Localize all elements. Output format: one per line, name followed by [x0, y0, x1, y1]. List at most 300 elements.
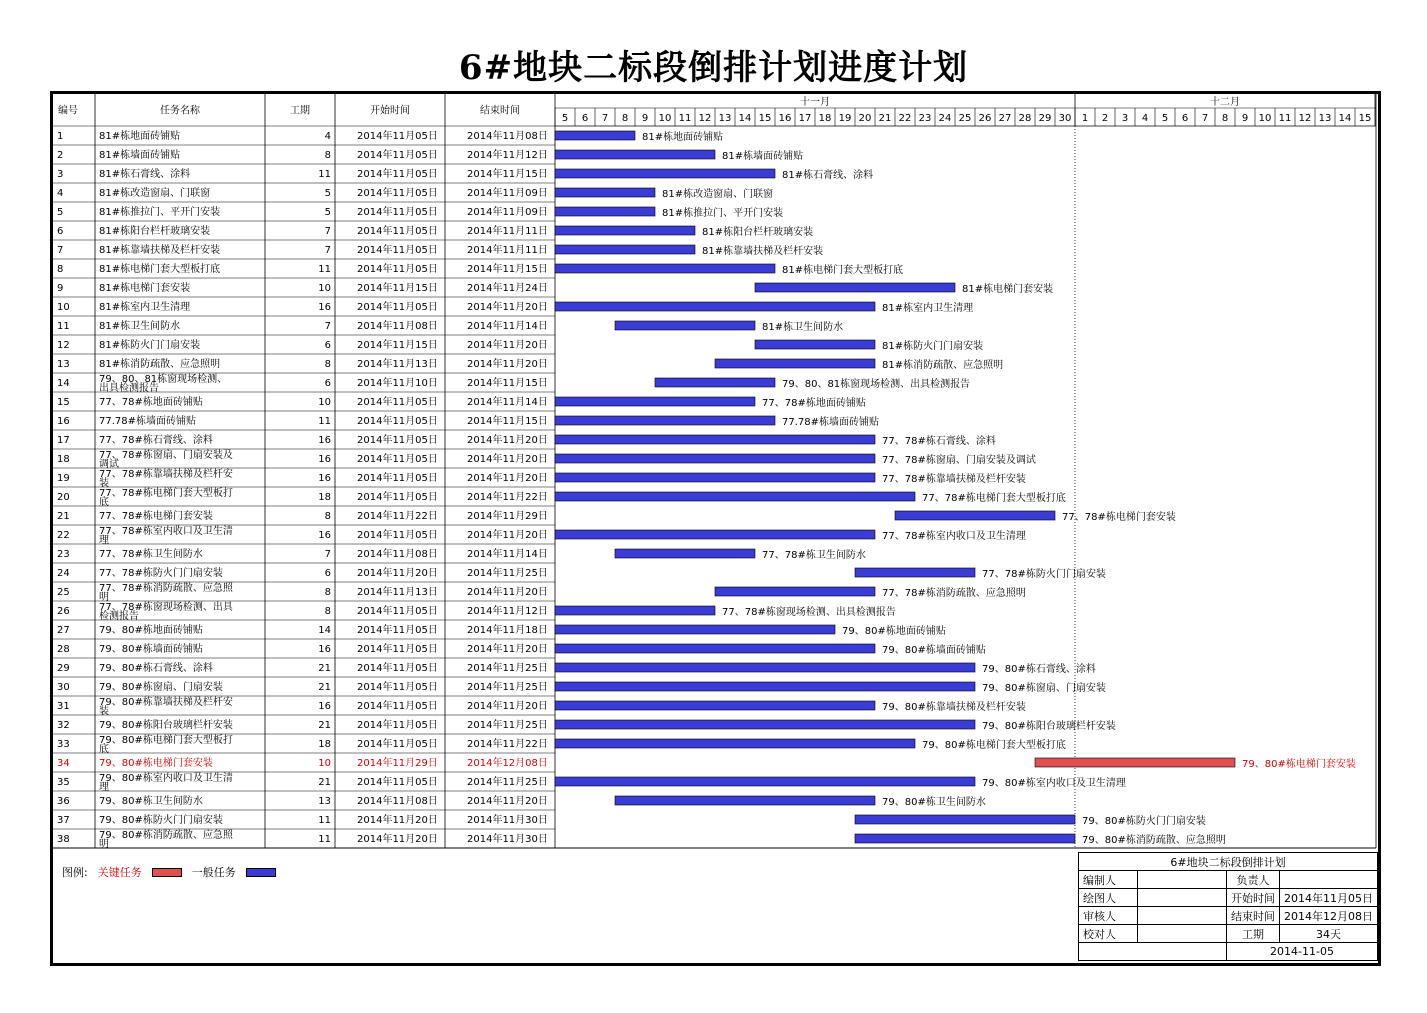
day-label: 1 — [1081, 113, 1089, 124]
day-label: 30 — [1058, 113, 1072, 124]
task-name: 81#栋墙面砖铺贴 — [99, 150, 181, 161]
page-title: 6#地块二标段倒排计划进度计划 — [458, 48, 969, 88]
header-name: 任务名称 — [160, 105, 200, 117]
task-duration: 18 — [318, 739, 331, 750]
day-label: 4 — [1141, 113, 1149, 124]
task-end: 2014年11月20日 — [467, 701, 548, 712]
task-end: 2014年11月12日 — [467, 150, 548, 161]
day-label: 20 — [858, 113, 872, 124]
task-name-cont: 明 — [99, 592, 109, 603]
task-end: 2014年11月20日 — [467, 644, 548, 655]
task-bar-label: 79、80#栋石膏线、涂料 — [982, 664, 1096, 675]
task-start: 2014年11月05日 — [357, 720, 438, 731]
task-duration: 8 — [324, 606, 331, 617]
task-duration: 8 — [324, 150, 331, 161]
task-id: 19 — [57, 473, 70, 484]
task-name-cont: 明 — [99, 839, 109, 850]
day-label: 13 — [1318, 113, 1332, 124]
task-bar — [555, 226, 695, 235]
duration-label: 工期 — [1226, 925, 1279, 943]
task-id: 30 — [57, 682, 70, 693]
task-bar — [1035, 758, 1235, 767]
day-label: 24 — [938, 113, 952, 124]
task-end: 2014年11月11日 — [467, 245, 548, 256]
task-start: 2014年11月13日 — [357, 359, 438, 370]
day-label: 26 — [978, 113, 992, 124]
task-duration: 6 — [324, 378, 331, 389]
task-name-cont: 理 — [99, 782, 109, 793]
legend-general-label: 一般任务 — [191, 866, 236, 879]
end-value: 2014年12月08日 — [1280, 907, 1378, 925]
task-bar — [855, 568, 975, 577]
task-end: 2014年11月22日 — [467, 492, 548, 503]
task-end: 2014年11月08日 — [467, 131, 548, 142]
task-start: 2014年11月08日 — [357, 549, 438, 560]
task-bar-label: 79、80#栋防火门门扇安装 — [1082, 816, 1206, 827]
task-bar-label: 77、78#栋室内收口及卫生清理 — [882, 531, 1026, 542]
task-bar — [555, 663, 975, 672]
task-id: 32 — [57, 720, 70, 731]
task-duration: 11 — [318, 815, 331, 826]
task-bar-label: 81#栋推拉门、平开门安装 — [662, 208, 784, 219]
task-id: 23 — [57, 549, 70, 560]
task-start: 2014年11月05日 — [357, 226, 438, 237]
task-start: 2014年11月05日 — [357, 606, 438, 617]
task-bar — [715, 359, 875, 368]
task-name: 79、80#栋阳台玻璃栏杆安装 — [99, 720, 233, 731]
task-name: 81#栋防火门门扇安装 — [99, 340, 201, 351]
task-bar-label: 79、80#栋室内收口及卫生清理 — [982, 778, 1126, 789]
task-bar — [555, 302, 875, 311]
task-id: 2 — [57, 150, 64, 161]
task-id: 35 — [57, 777, 70, 788]
task-id: 21 — [57, 511, 70, 522]
task-bar — [555, 416, 775, 425]
task-start: 2014年11月05日 — [357, 150, 438, 161]
task-id: 28 — [57, 644, 70, 655]
day-label: 5 — [561, 113, 569, 124]
task-duration: 21 — [318, 682, 331, 693]
task-bar-label: 79、80#栋墙面砖铺贴 — [882, 645, 986, 656]
day-label: 10 — [1258, 113, 1272, 124]
header-end: 结束时间 — [480, 105, 520, 117]
task-bar — [555, 435, 875, 444]
task-start: 2014年11月05日 — [357, 207, 438, 218]
task-name: 79、80#栋墙面砖铺贴 — [99, 644, 203, 655]
task-bar — [655, 378, 775, 387]
task-id: 14 — [57, 378, 70, 389]
header-duration: 工期 — [290, 105, 310, 117]
task-duration: 16 — [318, 701, 331, 712]
task-bar-label: 79、80#栋地面砖铺贴 — [842, 626, 946, 637]
task-duration: 8 — [324, 587, 331, 598]
task-id: 38 — [57, 834, 70, 845]
task-name: 79、80#栋消防疏散、应急照 — [99, 830, 233, 841]
task-bar — [555, 207, 655, 216]
task-id: 25 — [57, 587, 70, 598]
task-name-cont: 出具检测报告 — [99, 383, 159, 394]
task-bar — [615, 321, 755, 330]
day-label: 14 — [738, 113, 752, 124]
task-start: 2014年11月08日 — [357, 321, 438, 332]
task-duration: 11 — [318, 169, 331, 180]
task-end: 2014年11月20日 — [467, 435, 548, 446]
task-start: 2014年11月08日 — [357, 796, 438, 807]
start-value: 2014年11月05日 — [1280, 889, 1378, 907]
task-duration: 16 — [318, 473, 331, 484]
start-label: 开始时间 — [1226, 889, 1279, 907]
task-id: 31 — [57, 701, 70, 712]
task-bar-label: 79、80#栋窗扇、门扇安装 — [982, 683, 1106, 694]
task-end: 2014年11月30日 — [467, 815, 548, 826]
legend-general-swatch — [246, 868, 276, 877]
task-name: 77、78#栋窗现场检测、出具 — [99, 602, 233, 613]
task-id: 37 — [57, 815, 70, 826]
day-label: 10 — [658, 113, 672, 124]
task-bar — [555, 701, 875, 710]
task-duration: 16 — [318, 435, 331, 446]
task-name: 79、80#栋卫生间防水 — [99, 796, 203, 807]
task-id: 1 — [57, 131, 64, 142]
task-duration: 7 — [324, 226, 331, 237]
task-duration: 10 — [318, 283, 331, 294]
day-label: 11 — [1278, 113, 1292, 124]
task-name: 79、80#栋电梯门套大型板打 — [99, 735, 233, 746]
task-bar-label: 79、80#栋消防疏散、应急照明 — [1082, 835, 1226, 846]
day-label: 16 — [778, 113, 792, 124]
task-name: 81#栋改造窗扇、门联窗 — [99, 188, 211, 199]
task-bar-label: 77、78#栋地面砖铺贴 — [762, 398, 866, 409]
day-label: 25 — [958, 113, 972, 124]
task-start: 2014年11月13日 — [357, 587, 438, 598]
task-start: 2014年11月22日 — [357, 511, 438, 522]
day-label: 15 — [758, 113, 772, 124]
task-name: 79、80#栋电梯门套安装 — [99, 758, 213, 769]
task-end: 2014年11月15日 — [467, 264, 548, 275]
task-bar — [555, 625, 835, 634]
task-bar-label: 77、78#栋卫生间防水 — [762, 550, 866, 561]
day-label: 8 — [621, 113, 629, 124]
task-start: 2014年11月05日 — [357, 416, 438, 427]
task-bar-label: 81#栋石膏线、涂料 — [782, 170, 874, 181]
task-id: 24 — [57, 568, 70, 579]
day-label: 13 — [718, 113, 732, 124]
task-bar — [555, 644, 875, 653]
day-label: 15 — [1358, 113, 1372, 124]
task-name-cont: 装 — [99, 478, 109, 489]
task-start: 2014年11月05日 — [357, 302, 438, 313]
task-end: 2014年11月20日 — [467, 302, 548, 313]
task-bar-label: 79、80、81栋窗现场检测、出具检测报告 — [782, 379, 971, 390]
task-id: 9 — [57, 283, 64, 294]
task-bar-label: 79、80#栋靠墙扶梯及栏杆安装 — [882, 702, 1026, 713]
task-bar — [615, 549, 755, 558]
task-bar — [555, 131, 635, 140]
checker-label: 校对人 — [1079, 925, 1138, 943]
task-bar — [755, 283, 955, 292]
task-bar-label: 81#栋地面砖铺贴 — [642, 132, 724, 143]
task-name: 77、78#栋电梯门套大型板打 — [99, 488, 233, 499]
task-id: 11 — [57, 321, 70, 332]
task-name: 81#栋室内卫生清理 — [99, 302, 191, 313]
task-name: 81#栋靠墙扶梯及栏杆安装 — [99, 245, 221, 256]
task-start: 2014年11月05日 — [357, 777, 438, 788]
task-bar-label: 77、78#栋窗扇、门扇安装及调试 — [882, 455, 1036, 466]
task-bar-label: 81#栋改造窗扇、门联窗 — [662, 189, 774, 200]
task-end: 2014年11月09日 — [467, 188, 548, 199]
task-duration: 11 — [318, 416, 331, 427]
task-name: 81#栋阳台栏杆玻璃安装 — [99, 226, 211, 237]
task-id: 33 — [57, 739, 70, 750]
day-label: 27 — [998, 113, 1012, 124]
task-bar-label: 81#栋消防疏散、应急照明 — [882, 360, 1004, 371]
editor-value — [1138, 871, 1227, 889]
day-label: 9 — [1241, 113, 1249, 124]
task-end: 2014年11月25日 — [467, 777, 548, 788]
legend-critical-swatch — [152, 868, 182, 877]
task-bar — [555, 682, 975, 691]
day-label: 19 — [838, 113, 852, 124]
task-name: 77、78#栋防火门门扇安装 — [99, 568, 223, 579]
task-bar-label: 77、78#栋电梯门套大型板打底 — [922, 493, 1066, 504]
task-bar — [615, 796, 875, 805]
end-label: 结束时间 — [1226, 907, 1279, 925]
task-start: 2014年11月05日 — [357, 245, 438, 256]
task-id: 20 — [57, 492, 70, 503]
task-duration: 10 — [318, 758, 331, 769]
task-name: 77.78#栋墙面砖铺贴 — [99, 416, 197, 427]
task-name: 77、78#栋消防疏散、应急照 — [99, 583, 233, 594]
task-duration: 16 — [318, 530, 331, 541]
day-label: 6 — [1181, 113, 1189, 124]
drawer-value — [1138, 889, 1227, 907]
task-start: 2014年11月05日 — [357, 644, 438, 655]
task-end: 2014年11月25日 — [467, 720, 548, 731]
task-end: 2014年11月14日 — [467, 549, 548, 560]
legend-critical-label: 关键任务 — [97, 866, 142, 879]
task-end: 2014年11月20日 — [467, 530, 548, 541]
task-start: 2014年11月05日 — [357, 169, 438, 180]
task-bar — [555, 606, 715, 615]
task-name-cont: 底 — [99, 744, 109, 755]
task-bar — [555, 397, 755, 406]
task-end: 2014年11月20日 — [467, 340, 548, 351]
task-duration: 21 — [318, 720, 331, 731]
task-start: 2014年11月05日 — [357, 663, 438, 674]
duration-value: 34天 — [1280, 925, 1378, 943]
task-id: 4 — [57, 188, 64, 199]
task-name: 81#栋推拉门、平开门安装 — [99, 207, 221, 218]
task-id: 10 — [57, 302, 70, 313]
task-id: 15 — [57, 397, 70, 408]
day-label: 18 — [818, 113, 832, 124]
task-start: 2014年11月05日 — [357, 435, 438, 446]
task-name: 79、80、81栋窗现场检测、 — [99, 374, 228, 385]
task-bar — [895, 511, 1055, 520]
task-duration: 16 — [318, 454, 331, 465]
task-bar — [855, 815, 1075, 824]
task-bar-label: 79、80#栋电梯门套大型板打底 — [922, 740, 1066, 751]
header-start: 开始时间 — [370, 105, 410, 117]
task-start: 2014年11月20日 — [357, 568, 438, 579]
task-id: 6 — [57, 226, 64, 237]
task-bar — [555, 530, 875, 539]
task-duration: 6 — [324, 568, 331, 579]
task-end: 2014年11月14日 — [467, 321, 548, 332]
day-label: 8 — [1221, 113, 1229, 124]
header-id: 编号 — [58, 105, 78, 117]
task-end: 2014年11月20日 — [467, 796, 548, 807]
task-end: 2014年11月20日 — [467, 359, 548, 370]
task-end: 2014年11月20日 — [467, 473, 548, 484]
plan-date: 2014-11-05 — [1226, 943, 1377, 961]
task-id: 27 — [57, 625, 70, 636]
task-name: 77、78#栋石膏线、涂料 — [99, 435, 213, 446]
task-bar — [555, 720, 975, 729]
task-name: 77、78#栋电梯门套安装 — [99, 511, 213, 522]
blank-cell — [1079, 943, 1227, 961]
task-duration: 13 — [318, 796, 331, 807]
task-end: 2014年12月08日 — [467, 758, 548, 769]
task-end: 2014年11月15日 — [467, 378, 548, 389]
task-bar-label: 81#栋电梯门套安装 — [962, 284, 1054, 295]
task-start: 2014年11月05日 — [357, 625, 438, 636]
day-label: 9 — [641, 113, 649, 124]
task-bar-label: 81#栋室内卫生清理 — [882, 303, 974, 314]
task-end: 2014年11月15日 — [467, 416, 548, 427]
task-name: 77、78#栋地面砖铺贴 — [99, 397, 203, 408]
task-id: 12 — [57, 340, 70, 351]
task-name: 79、80#栋地面砖铺贴 — [99, 625, 203, 636]
task-id: 34 — [57, 758, 70, 769]
reviewer-label: 审核人 — [1079, 907, 1138, 925]
day-label: 3 — [1121, 113, 1129, 124]
task-id: 5 — [57, 207, 64, 218]
day-label: 12 — [698, 113, 712, 124]
task-duration: 10 — [318, 397, 331, 408]
task-end: 2014年11月29日 — [467, 511, 548, 522]
task-start: 2014年11月05日 — [357, 188, 438, 199]
task-name: 81#栋地面砖铺贴 — [99, 131, 181, 142]
title-block — [1078, 852, 1378, 961]
task-start: 2014年11月05日 — [357, 264, 438, 275]
task-bar — [555, 245, 695, 254]
task-start: 2014年11月05日 — [357, 492, 438, 503]
task-start: 2014年11月05日 — [357, 701, 438, 712]
task-end: 2014年11月25日 — [467, 663, 548, 674]
task-bar-label: 81#栋墙面砖铺贴 — [722, 151, 804, 162]
task-duration: 8 — [324, 511, 331, 522]
task-start: 2014年11月15日 — [357, 283, 438, 294]
task-duration: 6 — [324, 340, 331, 351]
task-id: 22 — [57, 530, 70, 541]
task-name: 81#栋消防疏散、应急照明 — [99, 359, 221, 370]
task-end: 2014年11月25日 — [467, 682, 548, 693]
day-label: 11 — [678, 113, 692, 124]
task-end: 2014年11月22日 — [467, 739, 548, 750]
task-bar-label: 81#栋靠墙扶梯及栏杆安装 — [702, 246, 824, 257]
day-label: 6 — [581, 113, 589, 124]
task-bar-label: 77、78#栋石膏线、涂料 — [882, 436, 996, 447]
day-label: 23 — [918, 113, 932, 124]
task-start: 2014年11月20日 — [357, 834, 438, 845]
task-name-cont: 检测报告 — [99, 611, 139, 622]
task-bar — [555, 264, 775, 273]
task-duration: 7 — [324, 549, 331, 560]
task-name-cont: 理 — [99, 535, 109, 546]
task-start: 2014年11月29日 — [357, 758, 438, 769]
day-label: 7 — [1201, 113, 1209, 124]
day-label: 7 — [601, 113, 609, 124]
task-end: 2014年11月24日 — [467, 283, 548, 294]
task-name: 79、80#栋窗扇、门扇安装 — [99, 682, 223, 693]
task-end: 2014年11月11日 — [467, 226, 548, 237]
task-bar-label: 79、80#栋卫生间防水 — [882, 797, 986, 808]
task-bar-label: 81#栋卫生间防水 — [762, 322, 844, 333]
task-name-cont: 装 — [99, 706, 109, 717]
task-start: 2014年11月05日 — [357, 454, 438, 465]
task-id: 16 — [57, 416, 70, 427]
task-end: 2014年11月25日 — [467, 568, 548, 579]
task-duration: 11 — [318, 264, 331, 275]
task-name: 81#栋电梯门套安装 — [99, 283, 191, 294]
drawer-label: 绘图人 — [1079, 889, 1138, 907]
task-duration: 11 — [318, 834, 331, 845]
task-bar-label: 81#栋防火门门扇安装 — [882, 341, 984, 352]
task-duration: 14 — [318, 625, 331, 636]
task-start: 2014年11月05日 — [357, 530, 438, 541]
task-bar — [715, 587, 875, 596]
task-id: 17 — [57, 435, 70, 446]
task-bar — [555, 473, 875, 482]
task-end: 2014年11月18日 — [467, 625, 548, 636]
task-duration: 21 — [318, 663, 331, 674]
task-duration: 5 — [324, 207, 331, 218]
owner-value — [1280, 871, 1378, 889]
task-start: 2014年11月15日 — [357, 340, 438, 351]
task-bar — [555, 492, 915, 501]
task-start: 2014年11月20日 — [357, 815, 438, 826]
task-bar — [555, 454, 875, 463]
task-bar — [555, 739, 915, 748]
task-duration: 16 — [318, 302, 331, 313]
task-name: 81#栋石膏线、涂料 — [99, 169, 191, 180]
checker-value — [1138, 925, 1227, 943]
title-block-heading: 6#地块二标段倒排计划 — [1079, 853, 1378, 871]
day-label: 12 — [1298, 113, 1312, 124]
task-end: 2014年11月30日 — [467, 834, 548, 845]
task-bar — [555, 777, 975, 786]
task-duration: 7 — [324, 321, 331, 332]
task-bar-label: 77、78#栋防火门门扇安装 — [982, 569, 1106, 580]
task-name: 79、80#栋靠墙扶梯及栏杆安 — [99, 697, 233, 708]
task-bar — [555, 188, 655, 197]
task-id: 36 — [57, 796, 70, 807]
task-duration: 16 — [318, 644, 331, 655]
task-name: 79、80#栋室内收口及卫生清 — [99, 773, 233, 784]
day-label: 28 — [1018, 113, 1032, 124]
task-end: 2014年11月09日 — [467, 207, 548, 218]
task-bar — [555, 169, 775, 178]
day-label: 2 — [1101, 113, 1109, 124]
task-name: 77、78#栋窗扇、门扇安装及 — [99, 450, 233, 461]
task-bar — [855, 834, 1075, 843]
task-bar-label: 81#栋阳台栏杆玻璃安装 — [702, 227, 814, 238]
legend-label: 图例: — [62, 866, 88, 879]
task-end: 2014年11月12日 — [467, 606, 548, 617]
task-name-cont: 调试 — [99, 459, 119, 470]
task-bar-label: 79、80#栋电梯门套安装 — [1242, 759, 1356, 770]
